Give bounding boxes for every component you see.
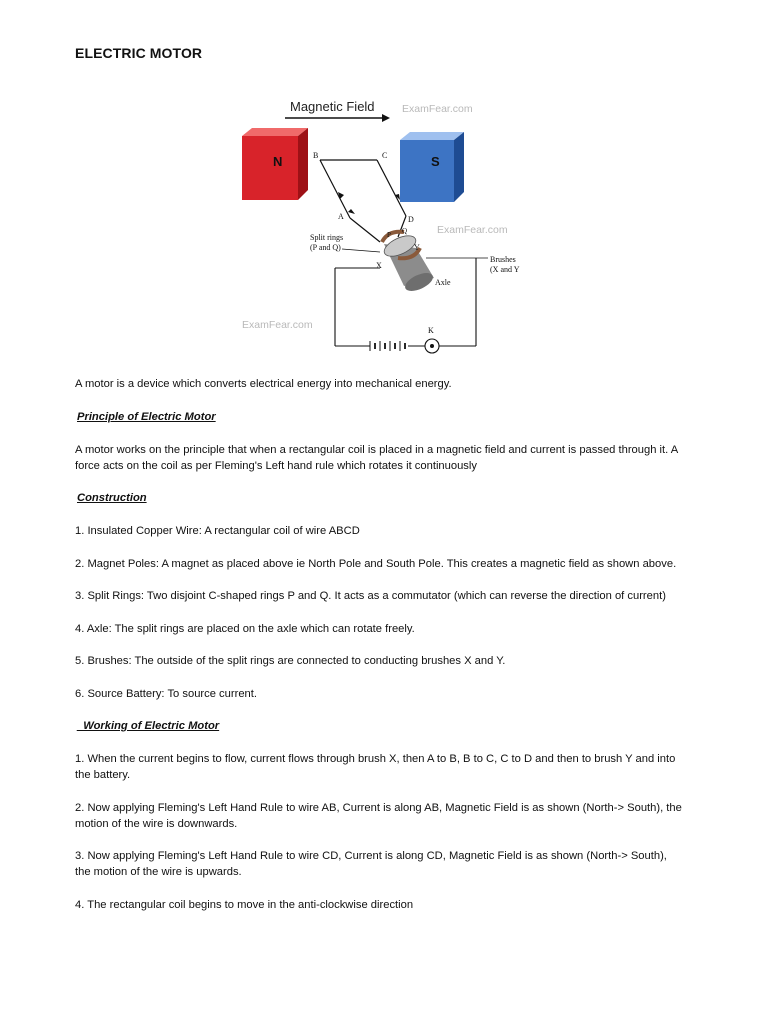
construction-item-6: 6. Source Battery: To source current. bbox=[75, 687, 257, 700]
construction-heading: Construction bbox=[77, 492, 147, 504]
north-pole-label: N bbox=[273, 154, 283, 169]
key-label: K bbox=[428, 326, 434, 335]
electric-motor-diagram bbox=[230, 92, 540, 360]
magnetic-field-label: Magnetic Field bbox=[290, 99, 375, 114]
construction-item-2: 2. Magnet Poles: A magnet as placed above ie North Pole and South Pole. This creates a magnetic field as shown above. bbox=[75, 557, 677, 570]
corner-b-label: B bbox=[313, 151, 319, 160]
construction-item-5: 5. Brushes: The outside of the split rings are connected to conducting brushes X and Y. bbox=[75, 655, 506, 667]
construction-item-1: 1. Insulated Copper Wire: A rectangular coil of wire ABCD bbox=[75, 525, 360, 537]
corner-a-label: A bbox=[338, 212, 344, 221]
intro-paragraph: A motor is a device which converts electrical energy into mechanical energy. bbox=[75, 378, 452, 390]
watermark-bottom: ExamFear.com bbox=[242, 319, 313, 331]
principle-heading: Principle of Electric Motor bbox=[77, 410, 216, 423]
brush-x-label: X bbox=[376, 261, 382, 270]
axle-assembly bbox=[376, 227, 436, 295]
corner-d-label: D bbox=[408, 215, 414, 224]
working-item-4: 4. The rectangular coil begins to move in the anti-clockwise direction bbox=[75, 898, 414, 911]
working-heading: _Working of Electric Motor bbox=[77, 720, 220, 732]
watermark-top: ExamFear.com bbox=[402, 103, 473, 115]
brush-y-label: Y bbox=[414, 243, 420, 252]
magnetic-field-arrowhead bbox=[382, 114, 390, 122]
axle-label: Axle bbox=[435, 278, 451, 287]
rectangular-coil bbox=[313, 151, 414, 242]
key-switch-icon bbox=[425, 326, 439, 353]
motor-diagram-svg bbox=[230, 92, 540, 360]
page-title: ELECTRIC MOTOR bbox=[75, 45, 203, 61]
principle-paragraph: A motor works on the principle that when a rectangular coil is placed in a magnetic field and current is passed through it. A force acts on the coil as per Fleming's Left hand rule which rotates it continuously bbox=[75, 443, 678, 472]
brushes-label-sub: (X and Y bbox=[490, 265, 520, 274]
working-item-1: 1. When the current begins to flow, current flows through brush X, then A to B, B to C, C to D and then to brush Y and into the battery. bbox=[75, 753, 676, 781]
south-magnet bbox=[400, 132, 464, 202]
document-body bbox=[75, 376, 685, 929]
watermark-middle: ExamFear.com bbox=[437, 224, 508, 236]
split-rings-label-sub: (P and Q) bbox=[310, 243, 341, 252]
north-magnet bbox=[242, 128, 308, 200]
ring-q-label: Q bbox=[402, 227, 408, 235]
brushes-label: Brushes bbox=[490, 255, 516, 264]
battery-icon bbox=[370, 341, 405, 351]
corner-c-label: C bbox=[382, 151, 388, 160]
working-item-2: 2. Now applying Fleming's Left Hand Rule to wire AB, Current is along AB, Magnetic Field is as shown (North-> South), the motion of the wire is downwards. bbox=[75, 801, 682, 830]
ring-p-label: P bbox=[387, 231, 391, 239]
working-item-3: 3. Now applying Fleming's Left Hand Rule to wire CD, Current is along CD, Magnetic Field is as shown (North-> South), the motion of the wire is upwards. bbox=[75, 850, 667, 878]
split-rings-label: Split rings bbox=[310, 233, 344, 242]
south-pole-label: S bbox=[431, 154, 440, 169]
construction-item-4: 4. Axle: The split rings are placed on the axle which can rotate freely. bbox=[75, 622, 415, 635]
construction-item-3: 3. Split Rings: Two disjoint C-shaped rings P and Q. It acts as a commutator (which can reverse the direction of current) bbox=[75, 590, 666, 602]
